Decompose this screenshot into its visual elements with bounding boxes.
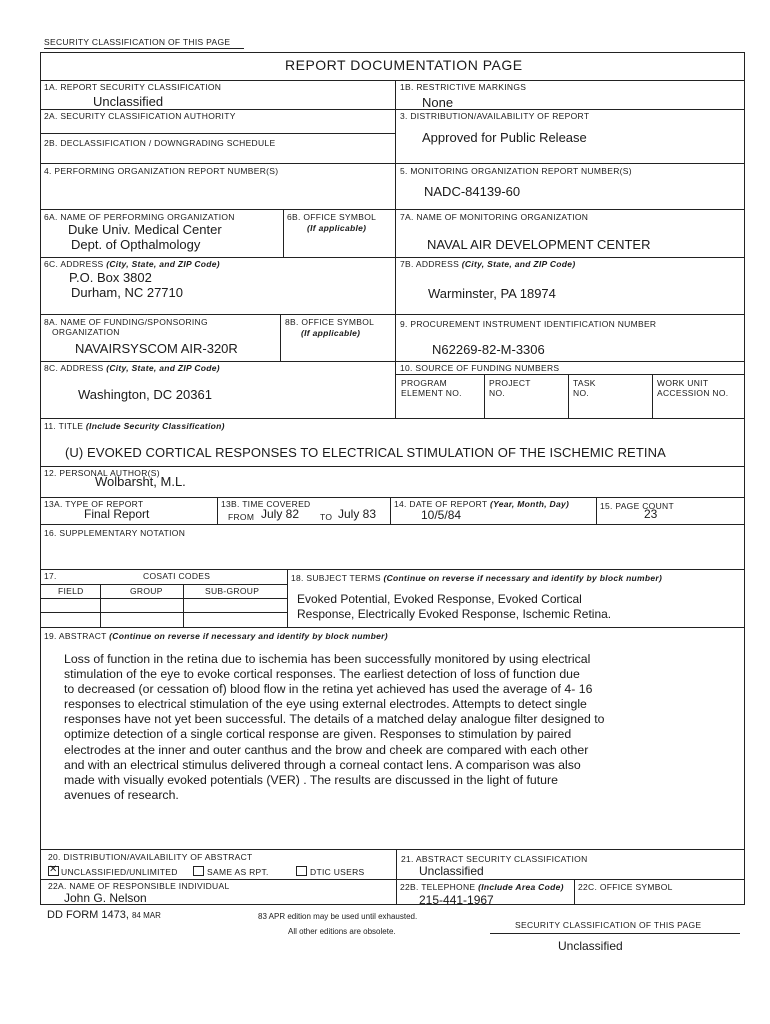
- footer-classification: Unclassified: [558, 939, 623, 953]
- restrictive-markings: None: [422, 95, 454, 110]
- funding-address: Washington, DC 20361: [78, 387, 212, 402]
- field-15-label: 15. PAGE COUNT: [600, 501, 674, 511]
- field-8b-note: (If applicable): [301, 328, 361, 338]
- work-unit-label-2: ACCESSION NO.: [657, 388, 729, 398]
- abstract-line: responses to electrical stimulation of the eye using external electrodes. Attempts to detect single: [64, 697, 587, 712]
- abstract-line: to decreased (or cessation of) blood flow in the retina yet achieved has used the average of 4- 16: [64, 682, 593, 697]
- field-1b-label: 1B. RESTRICTIVE MARKINGS: [400, 82, 527, 92]
- performing-address-line-1: P.O. Box 3802: [69, 270, 152, 285]
- field-13b-label: 13B. TIME COVERED: [221, 499, 311, 509]
- field-8c-label: 8C. ADDRESS (City, State, and ZIP Code): [44, 363, 220, 373]
- to-label: TO: [320, 512, 333, 522]
- field-6b-note: (If applicable): [307, 223, 367, 233]
- abstract-line: Loss of function in the retina due to ischemia has been successfully monitored by using electrical: [64, 652, 591, 666]
- abstract-text: [64, 652, 605, 803]
- footer-security-label: SECURITY CLASSIFICATION OF THIS PAGE: [515, 920, 702, 930]
- field-8a-label-1: 8A. NAME OF FUNDING/SPONSORING: [44, 317, 208, 327]
- cosati-codes-label: COSATI CODES: [143, 571, 211, 581]
- cosati-field-header: FIELD: [58, 586, 84, 596]
- security-classification-header: SECURITY CLASSIFICATION OF THIS PAGE: [44, 37, 231, 47]
- field-16-label: 16. SUPPLEMENTARY NOTATION: [44, 528, 186, 538]
- field-20-label: 20. DISTRIBUTION/AVAILABILITY OF ABSTRACT: [48, 852, 253, 862]
- form-title: REPORT DOCUMENTATION PAGE: [285, 57, 523, 73]
- procurement-number: N62269-82-M-3306: [432, 342, 545, 357]
- field-1a-label: 1A. REPORT SECURITY CLASSIFICATION: [44, 82, 222, 92]
- performing-address-line-2: Durham, NC 27710: [71, 285, 183, 300]
- subject-terms-line-1: Evoked Potential, Evoked Response, Evoked Cortical: [297, 592, 582, 606]
- field-6a-label: 6A. NAME OF PERFORMING ORGANIZATION: [44, 212, 235, 222]
- field-10-label: 10. SOURCE OF FUNDING NUMBERS: [400, 363, 560, 373]
- field-4-label: 4. PERFORMING ORGANIZATION REPORT NUMBER(S): [44, 166, 279, 176]
- field-22a-label: 22A. NAME OF RESPONSIBLE INDIVIDUAL: [48, 881, 230, 891]
- monitoring-report-number: NADC-84139-60: [424, 184, 521, 199]
- program-element-label-1: PROGRAM: [401, 378, 448, 388]
- dtic-users-checkbox[interactable]: [296, 866, 307, 876]
- personal-authors: Wolbarsht, M.L.: [95, 474, 186, 489]
- field-19-label: 19. ABSTRACT (Continue on reverse if necessary and identify by block number): [44, 631, 388, 641]
- field-22c-label: 22C. OFFICE SYMBOL: [578, 882, 673, 892]
- task-label-2: NO.: [573, 388, 590, 398]
- field-5-label: 5. MONITORING ORGANIZATION REPORT NUMBER(S): [400, 166, 632, 176]
- abstract-line: stimulation of the eye to evoke cortical responses. The earliest detection of loss of function due: [64, 667, 580, 682]
- field-2b-label: 2B. DECLASSIFICATION / DOWNGRADING SCHEDULE: [44, 138, 276, 148]
- field-3-label: 3. DISTRIBUTION/AVAILABILITY OF REPORT: [400, 111, 590, 121]
- field-7b-label: 7B. ADDRESS (City, State, and ZIP Code): [400, 259, 576, 269]
- monitoring-address: Warminster, PA 18974: [428, 286, 556, 301]
- abstract-line: avenues of research.: [64, 787, 179, 802]
- field-8a-label-2: ORGANIZATION: [52, 327, 120, 337]
- project-label-2: NO.: [489, 388, 506, 398]
- page-count: 23: [644, 507, 658, 521]
- abstract-line: optimize detection of a single cortical response are given. Responses to stimulation by paired: [64, 727, 572, 742]
- abstract-line: made with visually evoked potentials (VER) . The results are discussed in the light of future: [64, 772, 558, 787]
- work-unit-label-1: WORK UNIT: [657, 378, 709, 388]
- performing-organization-line-2: Dept. of Opthalmology: [71, 237, 201, 252]
- report-type: Final Report: [84, 507, 150, 521]
- field-2a-label: 2A. SECURITY CLASSIFICATION AUTHORITY: [44, 111, 236, 121]
- abstract-line: electrodes at the inner and outer canthus and the brow and cheek are compared with each other: [64, 742, 589, 757]
- responsible-individual: John G. Nelson: [64, 891, 147, 905]
- program-element-label-2: ELEMENT NO.: [401, 388, 462, 398]
- field-14-label: 14. DATE OF REPORT (Year, Month, Day): [394, 499, 570, 509]
- abstract-line: responses have not yet been successful. The details of a matched delay analogue filter designed to: [64, 712, 605, 727]
- edition-note-1: 83 APR edition may be used until exhausted.: [258, 912, 418, 921]
- report-title: (U) EVOKED CORTICAL RESPONSES TO ELECTRICAL STIMULATION OF THE ISCHEMIC RETINA: [65, 445, 666, 460]
- field-7a-label: 7A. NAME OF MONITORING ORGANIZATION: [400, 212, 589, 222]
- field-22b-label: 22B. TELEPHONE (Include Area Code): [400, 882, 564, 892]
- field-8b-label: 8B. OFFICE SYMBOL: [285, 317, 375, 327]
- field-11-label: 11. TITLE (Include Security Classification): [44, 421, 225, 431]
- time-covered-to: July 83: [338, 507, 377, 521]
- performing-organization-line-1: Duke Univ. Medical Center: [68, 222, 222, 237]
- subject-terms-line-2: Response, Electrically Evoked Response, Ischemic Retina.: [297, 607, 612, 621]
- field-6c-label: 6C. ADDRESS (City, State, and ZIP Code): [44, 259, 220, 269]
- telephone-number: 215-441-1967: [419, 893, 494, 907]
- field-9-label: 9. PROCUREMENT INSTRUMENT IDENTIFICATION NUMBER: [400, 319, 657, 329]
- abstract-line: and with an electrical stimulus delivered through a corneal contact lens. A comparison was also: [64, 757, 581, 772]
- project-label-1: PROJECT: [489, 378, 531, 388]
- field-13a-label: 13A. TYPE OF REPORT: [44, 499, 144, 509]
- field-6b-label: 6B. OFFICE SYMBOL: [287, 212, 377, 222]
- date-of-report: 10/5/84: [421, 508, 462, 522]
- unclassified-unlimited-checkbox[interactable]: [48, 866, 59, 876]
- distribution-options: ✕UNCLASSIFIED/UNLIMITED SAME AS RPT. DTIC USERS: [48, 866, 365, 877]
- field-17-label: 17.: [44, 571, 57, 581]
- time-covered-from: July 82: [261, 507, 300, 521]
- abstract-security-classification: Unclassified: [419, 864, 484, 878]
- same-as-rpt-checkbox[interactable]: [193, 866, 204, 876]
- field-12-label: 12. PERSONAL AUTHOR(S): [44, 468, 160, 478]
- cosati-group-header: GROUP: [130, 586, 163, 596]
- edition-note-2: All other editions are obsolete.: [288, 927, 396, 936]
- field-18-label: 18. SUBJECT TERMS (Continue on reverse if necessary and identify by block number): [291, 573, 663, 583]
- field-21-label: 21. ABSTRACT SECURITY CLASSIFICATION: [401, 854, 588, 864]
- monitoring-organization: NAVAL AIR DEVELOPMENT CENTER: [427, 237, 651, 252]
- funding-organization: NAVAIRSYSCOM AIR-320R: [75, 341, 238, 356]
- from-label: FROM: [228, 512, 255, 522]
- form-number: DD FORM 1473, 84 MAR: [47, 909, 161, 921]
- distribution-availability: Approved for Public Release: [422, 130, 587, 145]
- cosati-subgroup-header: SUB-GROUP: [205, 586, 260, 596]
- task-label-1: TASK: [573, 378, 596, 388]
- report-security-classification: Unclassified: [93, 94, 164, 109]
